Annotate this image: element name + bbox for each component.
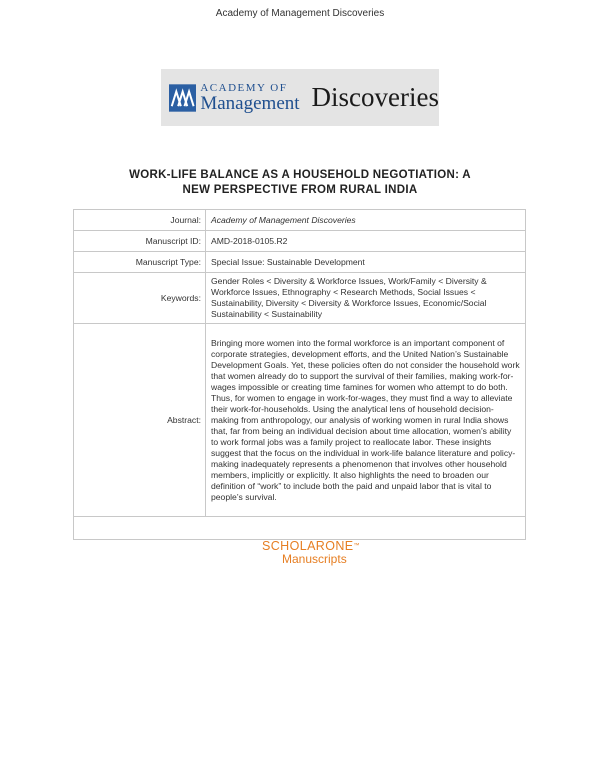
manuscript-info-table xyxy=(73,209,526,540)
scholarone-brand: SCHOLARONE™ xyxy=(262,539,360,553)
table-row-manuscript-type xyxy=(74,252,526,273)
keywords-label: Keywords : xyxy=(74,273,206,324)
paper-title-line-2: NEW PERSPECTIVE FROM RURAL INDIA xyxy=(182,184,418,196)
journal-value: Academy of Management Discoveries xyxy=(206,210,526,231)
journal-logo xyxy=(161,69,439,126)
manuscript-id-value: AMD-2018-0105.R2 xyxy=(206,231,526,252)
scholarone-sub: Manuscripts xyxy=(282,552,347,566)
logo-wordmark xyxy=(200,83,299,113)
journal-label: Journal : xyxy=(74,210,206,231)
manuscript-id-label: Manuscript ID : xyxy=(74,231,206,252)
abstract-value: Bringing more women into the formal workforce is an important component of corporate strategies, development efforts, and the United Nation’s Sustainable Development Goals. Yet, these policies often do not consider the household work that women already do to support the survival of their families, making work-for-wages impossible or creating time famines for women who attempt to do both. Thus, for women to engage in work-for-wages, they must find a way to alleviate their work-for-households. Using the analytical lens of household decision-making from anthropology, our analysis of working women in rural India shows that, far from being an individual decision about time allocation, women’s ability to work formal jobs was a family project to reallocate labor. These insights suggest that the focus on the individual in work-life balance literature and policy-making inadequately represents a phenomenon that involves other household members, implicitly or explicitly. It also highlights the need to broaden our definition of “work” to include both the paid and unpaid labor that is vital to people’s survival. xyxy=(206,324,526,517)
abstract-label: Abstract : xyxy=(74,324,206,517)
paper-title-line-1: WORK-LIFE BALANCE AS A HOUSEHOLD NEGOTIATION: A xyxy=(129,169,471,181)
manuscript-type-value: Special Issue: Sustainable Development xyxy=(206,252,526,273)
blank-cell xyxy=(74,517,526,540)
paper-title xyxy=(90,168,510,198)
aom-emblem-icon xyxy=(169,83,196,113)
keywords-value: Gender Roles < Diversity & Workforce Issues, Work/Family < Diversity & Workforce Issues, Ethnography < Research Methods, Social Issues < Sustainability, Diversity < Diversity & Workforce Issues, Economic/Social Sustainability < Sustainability xyxy=(206,273,526,324)
table-row-abstract xyxy=(74,324,526,517)
table-row-blank xyxy=(74,517,526,540)
scholarone-logo xyxy=(262,540,362,566)
table-row-manuscript-id xyxy=(74,231,526,252)
trademark-symbol: ™ xyxy=(353,543,360,549)
table-row-keywords xyxy=(74,273,526,324)
logo-management-text: Management xyxy=(200,92,300,114)
running-header: Academy of Management Discoveries xyxy=(215,8,385,19)
logo-discoveries-text: Discoveries xyxy=(311,82,439,112)
manuscript-type-label: Manuscript Type : xyxy=(74,252,206,273)
table-row-journal xyxy=(74,210,526,231)
logo-academy-text: ACADEMY OF xyxy=(200,81,288,94)
